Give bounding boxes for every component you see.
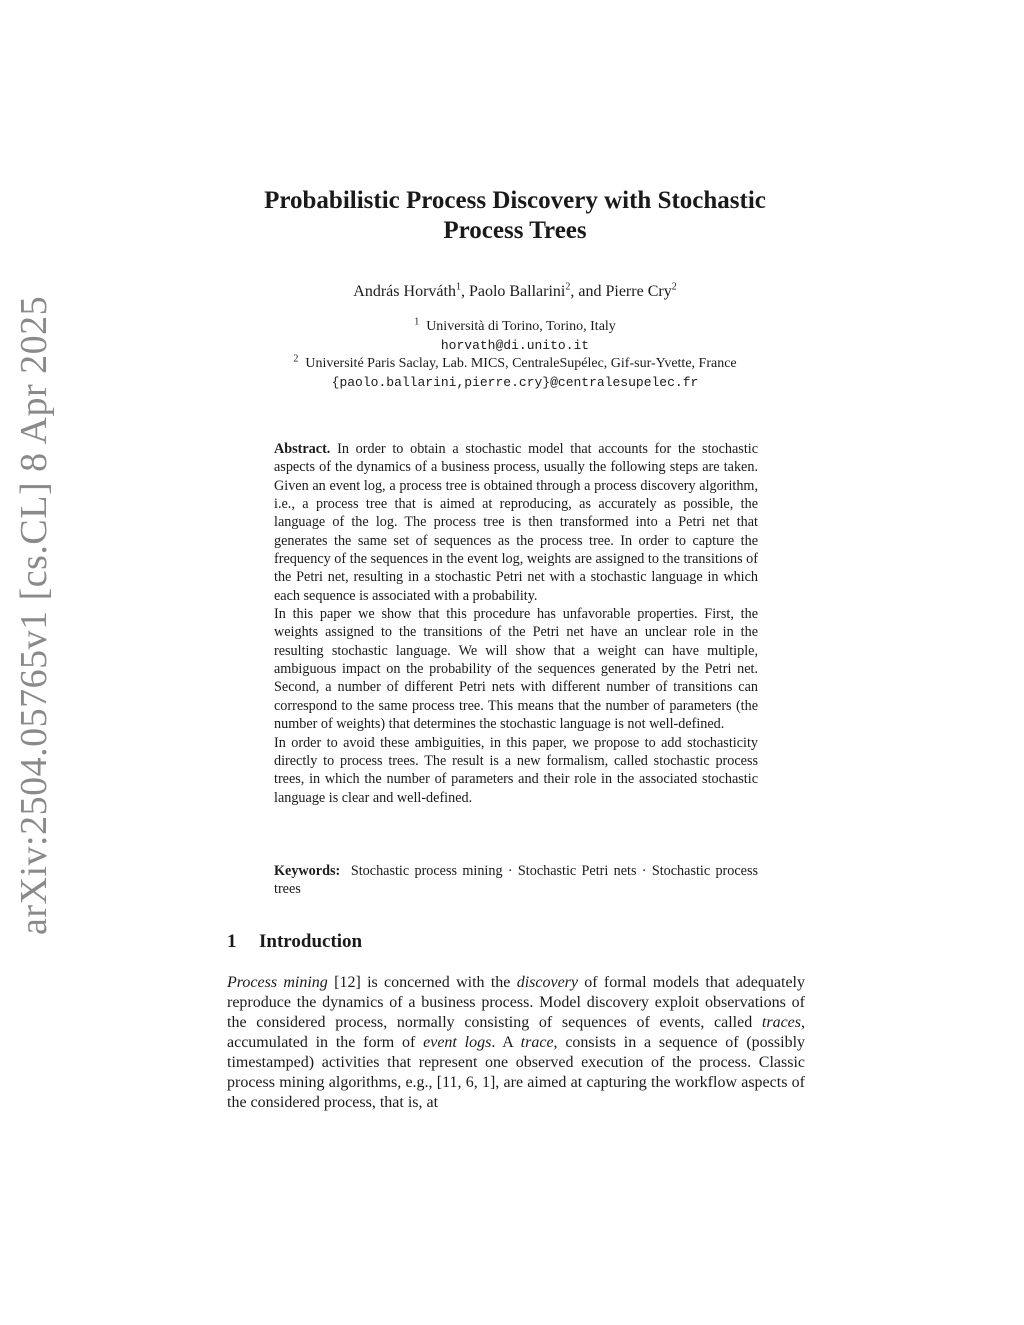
- paragraph-text-run: [12] is concerned with the: [327, 974, 517, 991]
- abstract: [274, 440, 758, 807]
- author-name: András Horváth: [353, 283, 456, 300]
- author-separator: ,: [460, 283, 469, 300]
- abstract-paragraph: In order to avoid these ambiguities, in this paper, we propose to add stochasticity directly to process trees. The result is a new formalism, called stochastic process trees, in which the number of parameters and their role in the associated stochastic language is clear and well-defined.: [274, 734, 758, 806]
- title-line-2: Process Trees: [443, 217, 587, 244]
- affiliation-1: [200, 318, 830, 337]
- section-heading-introduction: [227, 931, 807, 953]
- affiliation-marker: 1: [414, 316, 420, 328]
- section-number: 1: [227, 931, 237, 952]
- paragraph-text-run: of formal models that adequately reproduce the dynamics of a business process. Model discovery exploit observations of the considered process, normally consisting of sequences of events, called: [227, 974, 805, 1031]
- affiliation-institution: Université Paris Saclay, Lab. MICS, CentraleSupélec, Gif-sur-Yvette, France: [305, 356, 737, 371]
- affiliations: [200, 318, 830, 392]
- abstract-paragraph: [274, 440, 758, 605]
- paragraph-text-run: . A: [491, 1034, 521, 1051]
- introduction-paragraph: [227, 973, 805, 1113]
- affiliation-marker: 2: [293, 353, 299, 365]
- emphasized-term: Process mining: [227, 974, 328, 991]
- author-affil-marker: 1: [455, 281, 461, 293]
- author-separator: , and: [570, 283, 606, 300]
- affiliation-2: [200, 355, 830, 374]
- emphasized-term: discovery: [516, 974, 578, 991]
- paragraph-text-run: , consists in a sequence of (possibly timestamped) activities that represent one observed execution of the process. Classic process mining algorithms, e.g., [11, 6, 1], are aimed at capturing the workflow aspects of the considered process, that is, at: [227, 1034, 806, 1111]
- section-title: Introduction: [259, 931, 363, 952]
- author-affil-marker: 2: [565, 281, 571, 293]
- abstract-paragraph: In this paper we show that this procedure has unfavorable properties. First, the weights assigned to the transitions of the Petri net have an unclear role in the resulting stochastic language. We will show that a weight can have multiple, ambiguous impact on the probability of the sequences generated by the Petri net. Second, a number of different Petri nets with different number of transitions can correspond to the same process tree. This means that the number of parameters (the number of weights) that determines the stochastic language is not well-defined.: [274, 606, 758, 733]
- author-name: Pierre Cry: [605, 283, 672, 300]
- affiliation-institution: Università di Torino, Torino, Italy: [426, 319, 616, 334]
- abstract-label: Abstract.: [274, 441, 331, 457]
- affiliation-email[interactable]: horvath@di.unito.it: [440, 337, 590, 353]
- abstract-text: In order to obtain a stochastic model that accounts for the stochastic aspects of the dynamics of a business process, usually the following steps are taken. Given an event log, a process tree is obtained through a process discovery algorithm, i.e., a process tree that is aimed at reproducing, as accurately as possible, the language of the log. The process tree is then transformed into a Petri net that generates the same set of sequences as the process tree. In order to capture the frequency of the sequences in the event log, weights are assigned to the transitions of the Petri net, resulting in a stochastic Petri net with a stochastic language in which each sequence is associated with a probability.: [274, 441, 759, 604]
- emphasized-term: event logs: [423, 1034, 492, 1051]
- paragraph-text-run: , accumulated in the form of: [227, 1014, 805, 1051]
- title-line-1: Probabilistic Process Discovery with Stochastic: [264, 187, 766, 214]
- paper-title: [200, 186, 830, 246]
- keywords: [274, 862, 758, 899]
- author-list: [200, 283, 830, 301]
- keywords-label: Keywords:: [274, 863, 341, 879]
- emphasized-term: trace: [520, 1034, 554, 1051]
- emphasized-term: traces: [761, 1014, 801, 1031]
- author-affil-marker: 2: [671, 281, 677, 293]
- keywords-text: Stochastic process mining · Stochastic Petri nets · Stochastic process trees: [274, 863, 759, 898]
- arxiv-identifier-stamp: arXiv:2504.05765v1 [cs.CL] 8 Apr 2025: [13, 295, 55, 935]
- affiliation-email[interactable]: {paolo.ballarini,pierre.cry}@centralesupelec.fr: [331, 374, 699, 390]
- author-name: Paolo Ballarini: [468, 283, 566, 300]
